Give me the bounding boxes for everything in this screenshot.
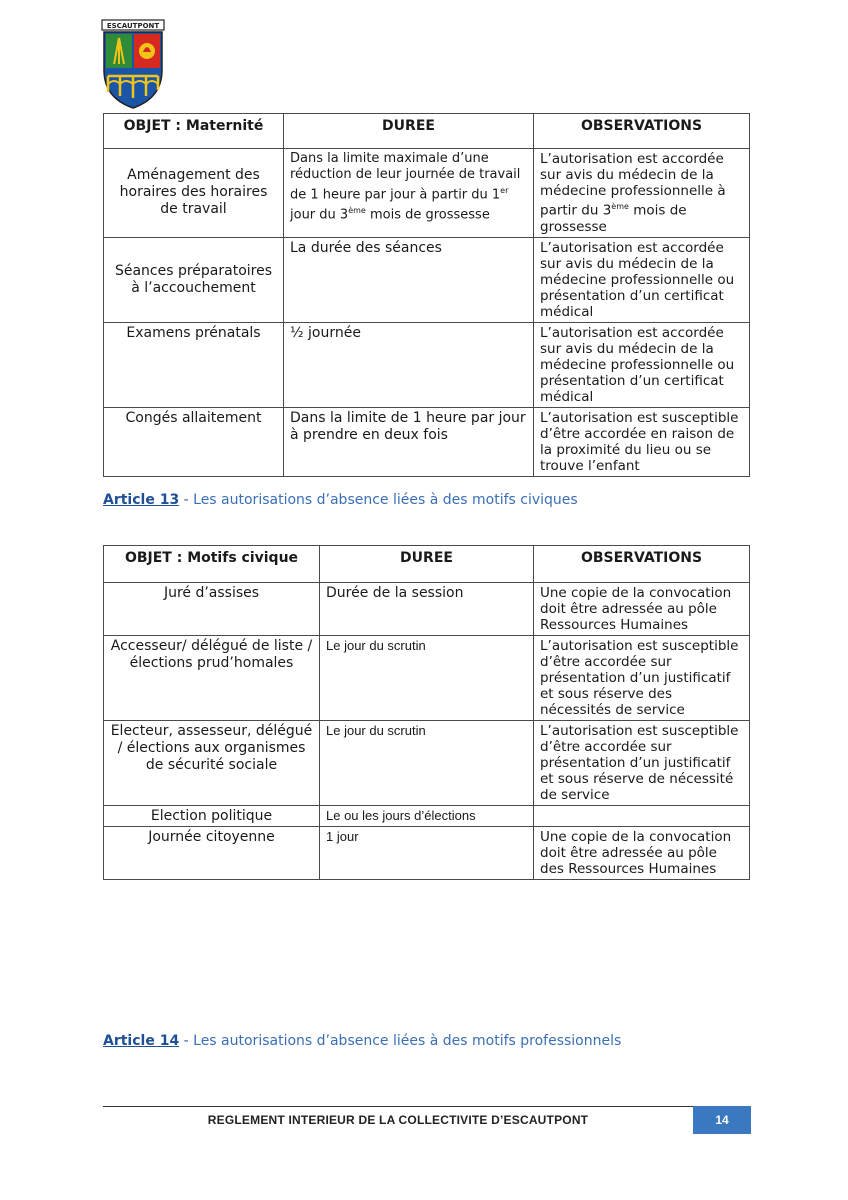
objet-cell: Electeur, assesseur, délégué / élections aux organismes de sécurité sociale bbox=[104, 721, 320, 806]
observations-cell: L’autorisation est susceptible d’être accordée sur présentation d’un justificatif et sous réserve des nécessités de service bbox=[534, 636, 750, 721]
table-row bbox=[104, 407, 750, 476]
duree-cell: Durée de la session bbox=[320, 583, 534, 636]
table-row bbox=[104, 827, 750, 880]
page-number: 14 bbox=[693, 1106, 751, 1134]
observations-cell: L’autorisation est susceptible d’être accordée en raison de la proximité du lieu ou se trouve l’enfant bbox=[534, 407, 750, 476]
objet-cell: Accesseur/ délégué de liste / élections prud’homales bbox=[104, 636, 320, 721]
footer-divider bbox=[103, 1106, 751, 1107]
col-header-objet: OBJET : Maternité bbox=[104, 114, 284, 149]
svg-text:ESCAUTPONT: ESCAUTPONT bbox=[106, 22, 160, 30]
article-13-number: Article 13 bbox=[103, 492, 180, 508]
observations-cell bbox=[534, 806, 750, 827]
col-header-observations: OBSERVATIONS bbox=[534, 546, 750, 583]
observations-cell: L’autorisation est accordée sur avis du médecin de la médecine professionnelle à partir du 3ème mois de grossesse bbox=[534, 149, 750, 238]
observations-cell: Une copie de la convocation doit être adressée au pôle Ressources Humaines bbox=[534, 583, 750, 636]
objet-cell: Juré d’assises bbox=[104, 583, 320, 636]
table-row bbox=[104, 237, 750, 322]
table-header-row bbox=[104, 546, 750, 583]
observations-cell: L’autorisation est accordée sur avis du médecin de la médecine professionnelle ou présentation d’un certificat médical bbox=[534, 237, 750, 322]
article-13-heading: Article 13 - Les autorisations d’absence liées à des motifs civiques bbox=[103, 492, 578, 508]
article-13-title: Les autorisations d’absence liées à des motifs civiques bbox=[193, 492, 578, 508]
maternite-table bbox=[103, 113, 750, 477]
observations-cell: L’autorisation est accordée sur avis du médecin de la médecine professionnelle ou présentation d’un certificat médical bbox=[534, 322, 750, 407]
article-14-number: Article 14 bbox=[103, 1033, 180, 1049]
table-row bbox=[104, 636, 750, 721]
objet-cell: Congés allaitement bbox=[104, 407, 284, 476]
duree-cell: Le jour du scrutin bbox=[320, 721, 534, 806]
col-header-objet: OBJET : Motifs civique bbox=[104, 546, 320, 583]
duree-cell: Dans la limite de 1 heure par jour à prendre en deux fois bbox=[284, 407, 534, 476]
table-row bbox=[104, 806, 750, 827]
duree-cell: Le jour du scrutin bbox=[320, 636, 534, 721]
objet-cell: Journée citoyenne bbox=[104, 827, 320, 880]
objet-cell: Examens prénatals bbox=[104, 322, 284, 407]
duree-cell: La durée des séances bbox=[284, 237, 534, 322]
duree-cell: Dans la limite maximale d’une réduction de leur journée de travail de 1 heure par jour à partir du 1er jour du 3ème mois de grossesse bbox=[284, 149, 534, 238]
observations-cell: L’autorisation est susceptible d’être accordée sur présentation d’un justificatif et sous réserve de nécessité de service bbox=[534, 721, 750, 806]
duree-cell: Le ou les jours d’élections bbox=[320, 806, 534, 827]
col-header-duree: DUREE bbox=[284, 114, 534, 149]
table-row bbox=[104, 583, 750, 636]
objet-cell: Aménagement des horaires des horaires de travail bbox=[104, 149, 284, 238]
objet-cell: Séances préparatoires à l’accouchement bbox=[104, 237, 284, 322]
objet-cell: Election politique bbox=[104, 806, 320, 827]
table-row bbox=[104, 322, 750, 407]
duree-cell: ½ journée bbox=[284, 322, 534, 407]
observations-cell: Une copie de la convocation doit être adressée au pôle des Ressources Humaines bbox=[534, 827, 750, 880]
table-header-row bbox=[104, 114, 750, 149]
motifs-civiques-table bbox=[103, 545, 750, 880]
article-14-title: Les autorisations d’absence liées à des motifs professionnels bbox=[193, 1033, 622, 1049]
article-14-heading: Article 14 - Les autorisations d’absence liées à des motifs professionnels bbox=[103, 1033, 622, 1049]
col-header-duree: DUREE bbox=[320, 546, 534, 583]
col-header-observations: OBSERVATIONS bbox=[534, 114, 750, 149]
table-row bbox=[104, 149, 750, 238]
table-row bbox=[104, 721, 750, 806]
escautpont-crest-logo bbox=[100, 18, 166, 110]
footer-title: REGLEMENT INTERIEUR DE LA COLLECTIVITE D’ESCAUTPONT bbox=[207, 1113, 589, 1127]
duree-cell: 1 jour bbox=[320, 827, 534, 880]
